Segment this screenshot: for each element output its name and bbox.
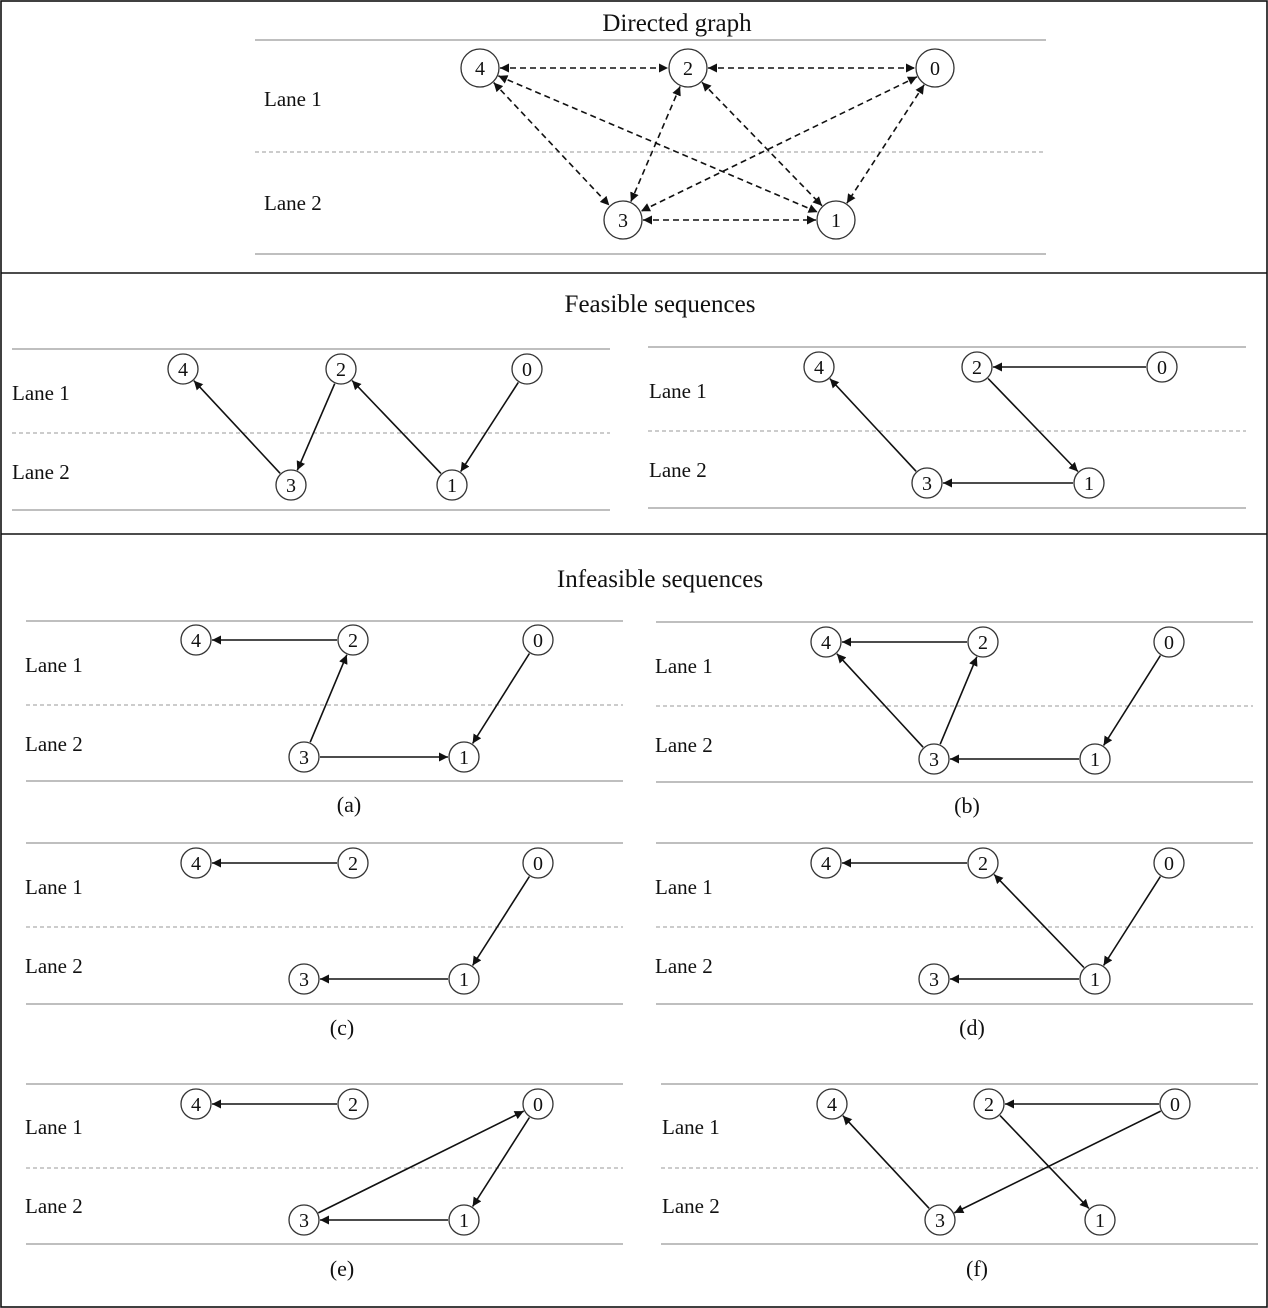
panel-caption: (b) [954,793,980,818]
node-label: 0 [1157,357,1167,379]
lane-1-label: Lane 1 [655,875,713,899]
node-3 [289,1205,319,1235]
node-label: 2 [683,58,693,80]
edge-3-to-4 [843,1116,929,1209]
node-label: 0 [1164,853,1174,875]
panel-caption: (d) [959,1015,985,1040]
node-label: 1 [459,969,469,991]
node-label: 2 [348,630,358,652]
edge-3-to-4 [194,381,280,474]
infeasible-panel-d [655,843,1253,1040]
lane-1-label: Lane 1 [12,381,70,405]
node-1 [449,742,479,772]
lane-1-label: Lane 1 [25,875,83,899]
node-1 [437,470,467,500]
node-2 [974,1089,1004,1119]
edge-1-to-2 [994,875,1084,968]
lane-1-label: Lane 1 [649,379,707,403]
edge-2-to-3 [297,384,334,471]
lane-1-label: Lane 1 [25,653,83,677]
node-4 [804,352,834,382]
feasible-sequences-title: Feasible sequences [564,291,756,318]
node-label: 4 [827,1094,837,1116]
node-label: 4 [191,853,201,875]
node-label: 3 [929,749,939,771]
node-3 [919,964,949,994]
node-label: 3 [618,210,628,232]
node-label: 2 [348,1094,358,1116]
node-0 [1160,1089,1190,1119]
directed-graph-title: Directed graph [602,10,752,37]
lane-1-label: Lane 1 [25,1115,83,1139]
edge-2-to-1 [1000,1116,1089,1209]
node-1 [817,201,855,239]
panel-caption: (f) [966,1256,988,1281]
edge-2-to-1 [988,379,1078,472]
lane-1-label: Lane 1 [662,1115,720,1139]
edge-3-to-4 [830,379,916,472]
node-label: 2 [984,1094,994,1116]
node-4 [461,49,499,87]
node-label: 3 [929,969,939,991]
node-0 [523,625,553,655]
node-3 [925,1205,955,1235]
node-4 [168,354,198,384]
node-label: 1 [1090,749,1100,771]
node-label: 3 [299,1210,309,1232]
node-label: 4 [191,1094,201,1116]
node-2 [968,848,998,878]
infeasible-panel-c [25,843,623,1040]
lane-2-label: Lane 2 [649,458,707,482]
node-label: 0 [1170,1094,1180,1116]
edge-0-to-1 [1104,877,1161,966]
edge-3-to-0 [318,1111,523,1213]
edge-0-to-1 [1104,656,1161,746]
node-1 [449,1205,479,1235]
lane-2-label: Lane 2 [25,954,83,978]
node-1 [1080,744,1110,774]
node-label: 1 [1084,473,1094,495]
node-2 [338,848,368,878]
edge-2-to-3 [631,86,680,201]
node-label: 0 [533,1094,543,1116]
edge-0-to-1 [473,877,530,966]
node-0 [512,354,542,384]
edge-4-to-3 [494,83,610,206]
node-0 [523,848,553,878]
node-label: 3 [299,969,309,991]
node-label: 3 [935,1210,945,1232]
node-4 [811,848,841,878]
node-2 [669,49,707,87]
node-3 [912,468,942,498]
node-1 [1074,468,1104,498]
node-label: 2 [978,632,988,654]
node-2 [968,627,998,657]
node-2 [338,1089,368,1119]
node-label: 4 [191,630,201,652]
edge-3-to-2 [310,655,347,742]
node-2 [326,354,356,384]
node-4 [181,848,211,878]
node-label: 1 [831,210,841,232]
node-4 [181,625,211,655]
feasible-sequence-panel-1 [12,349,610,510]
node-label: 0 [930,58,940,80]
edge-1-to-2 [352,381,441,474]
node-4 [811,627,841,657]
node-label: 1 [447,475,457,497]
node-label: 3 [286,475,296,497]
edge-4-to-1 [498,76,817,212]
lane-2-label: Lane 2 [655,954,713,978]
node-label: 4 [821,632,831,654]
node-3 [276,470,306,500]
lane-2-label: Lane 2 [12,460,70,484]
infeasible-panel-b [655,622,1253,818]
node-0 [916,49,954,87]
node-label: 0 [1164,632,1174,654]
node-label: 1 [1090,969,1100,991]
node-1 [1080,964,1110,994]
node-label: 2 [336,359,346,381]
node-2 [338,625,368,655]
node-label: 2 [978,853,988,875]
edge-0-to-1 [473,1118,530,1207]
node-label: 0 [533,630,543,652]
lane-2-label: Lane 2 [25,1194,83,1218]
edge-0-to-1 [461,382,519,471]
edge-0-to-3 [954,1111,1160,1213]
lane-2-label: Lane 2 [655,733,713,757]
node-0 [1154,627,1184,657]
lane-1-label: Lane 1 [264,87,322,111]
node-label: 4 [814,357,824,379]
node-4 [181,1089,211,1119]
node-1 [1085,1205,1115,1235]
edge-0-to-1 [847,85,924,203]
node-3 [289,742,319,772]
lane-2-label: Lane 2 [264,191,322,215]
node-label: 3 [922,473,932,495]
edge-3-to-2 [940,657,977,744]
node-label: 2 [348,853,358,875]
node-1 [449,964,479,994]
directed-graph-panel [255,40,1046,254]
panel-caption: (e) [329,1256,355,1281]
infeasible-panel-e [25,1084,623,1281]
panel-caption: (a) [336,792,362,817]
node-3 [604,201,642,239]
node-4 [817,1089,847,1119]
edge-0-to-1 [473,654,530,744]
node-2 [962,352,992,382]
node-label: 4 [821,853,831,875]
node-label: 2 [972,357,982,379]
panel-caption: (c) [329,1015,355,1040]
node-label: 3 [299,747,309,769]
node-label: 1 [459,1210,469,1232]
node-3 [289,964,319,994]
node-label: 0 [533,853,543,875]
node-label: 4 [475,58,485,80]
node-0 [523,1089,553,1119]
feasible-sequence-panel-2 [648,347,1246,508]
edge-0-to-3 [641,77,917,211]
node-label: 1 [459,747,469,769]
lane-1-label: Lane 1 [655,654,713,678]
edge-2-to-1 [702,82,822,205]
infeasible-panel-f [661,1084,1258,1281]
lane-2-label: Lane 2 [662,1194,720,1218]
node-0 [1154,848,1184,878]
edge-3-to-4 [837,654,923,747]
node-label: 1 [1095,1210,1105,1232]
infeasible-panel-a [25,621,623,817]
node-label: 4 [178,359,188,381]
node-label: 0 [522,359,532,381]
node-3 [919,744,949,774]
infeasible-sequences-title: Infeasible sequences [556,566,764,593]
lane-2-label: Lane 2 [25,732,83,756]
node-0 [1147,352,1177,382]
